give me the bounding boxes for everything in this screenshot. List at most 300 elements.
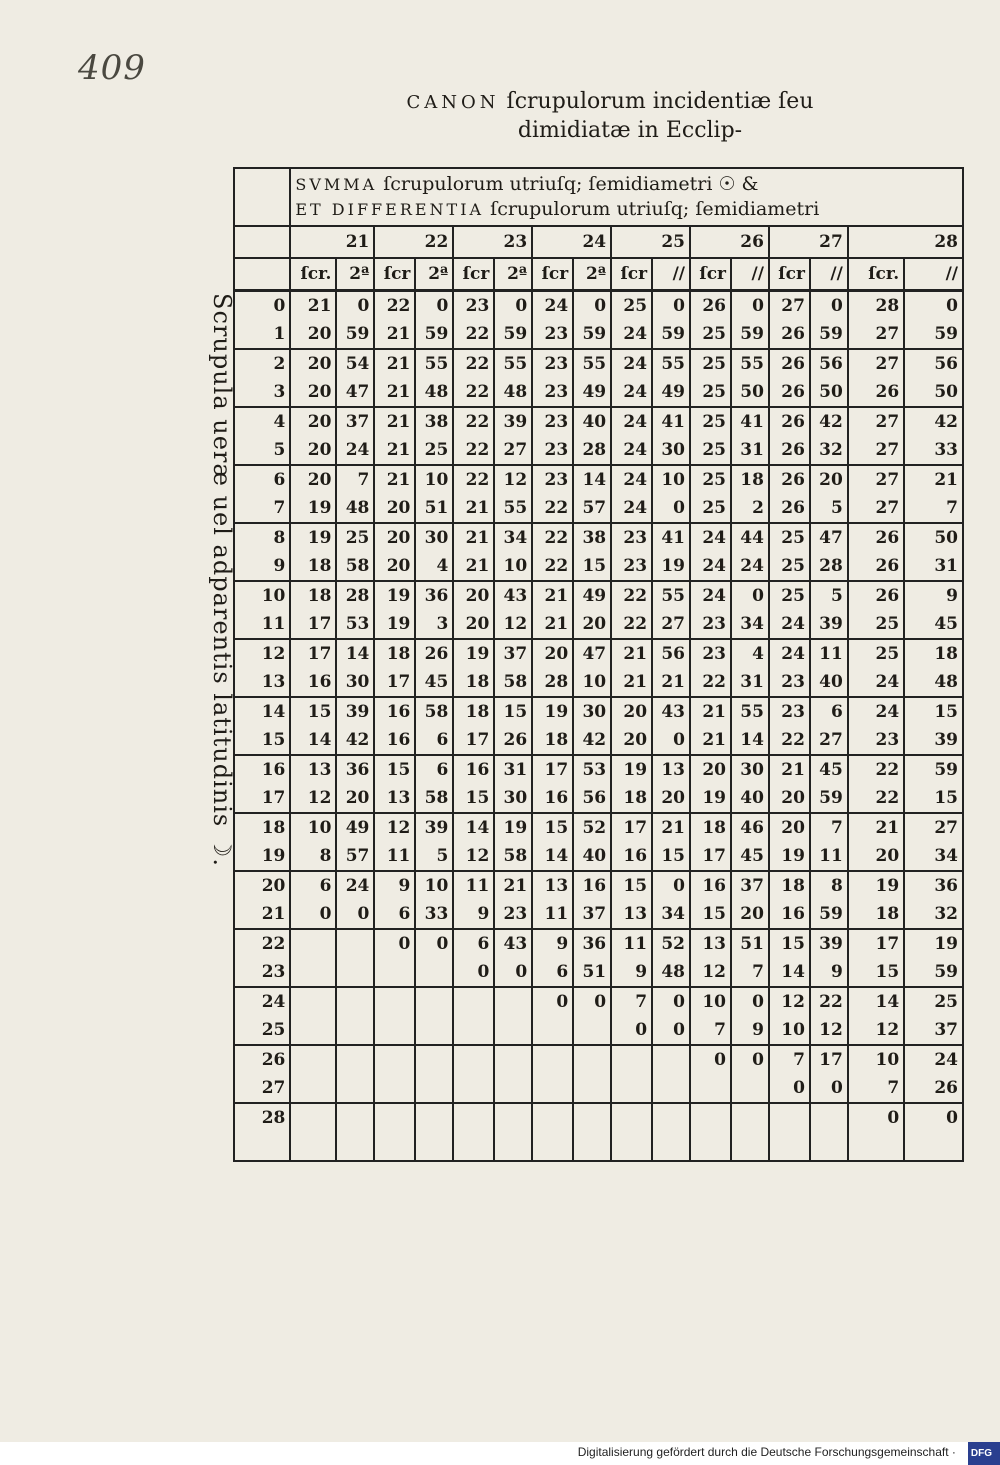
cell-scr: 13	[374, 784, 415, 813]
unit-label: //	[904, 258, 963, 291]
cell-sec: 47	[810, 523, 848, 552]
cell-scr	[453, 987, 494, 1016]
cell-scr: 23	[532, 465, 573, 494]
cell-scr: 9	[611, 958, 652, 987]
cell-sec: 59	[810, 784, 848, 813]
table-row	[234, 929, 963, 958]
cell-scr: 26	[848, 581, 904, 610]
cell-sec: 59	[904, 320, 963, 349]
table-row	[234, 523, 963, 552]
cell-sec	[415, 1132, 453, 1161]
row-index: 3	[234, 378, 290, 407]
cell-scr: 15	[769, 929, 810, 958]
cell-sec: 0	[573, 987, 611, 1016]
cell-sec: 9	[810, 958, 848, 987]
cell-scr: 22	[769, 726, 810, 755]
cell-scr: 23	[611, 523, 652, 552]
cell-scr: 7	[769, 1045, 810, 1074]
cell-sec	[415, 958, 453, 987]
unit-label: 2ª	[336, 258, 374, 291]
row-index: 24	[234, 987, 290, 1016]
cell-sec: 13	[652, 755, 690, 784]
cell-sec: 34	[652, 900, 690, 929]
cell-scr: 20	[453, 581, 494, 610]
cell-sec: 22	[810, 987, 848, 1016]
unit-label: ſcr	[690, 258, 731, 291]
cell-sec: 58	[494, 842, 532, 871]
cell-scr	[532, 1016, 573, 1045]
cell-sec: 56	[904, 349, 963, 378]
cell-scr: 24	[690, 552, 731, 581]
cell-sec: 48	[336, 494, 374, 523]
cell-sec: 59	[573, 320, 611, 349]
cell-scr: 25	[769, 523, 810, 552]
cell-sec: 15	[904, 697, 963, 726]
column-number-21: 21	[290, 226, 374, 258]
cell-sec: 0	[810, 1074, 848, 1103]
table-row	[234, 1103, 963, 1132]
cell-sec	[494, 987, 532, 1016]
row-index: 20	[234, 871, 290, 900]
cell-sec: 9	[731, 1016, 769, 1045]
cell-scr: 21	[769, 755, 810, 784]
cell-sec: 40	[810, 668, 848, 697]
table-row	[234, 842, 963, 871]
cell-sec: 24	[336, 436, 374, 465]
cell-scr: 15	[848, 958, 904, 987]
cell-sec: 2	[731, 494, 769, 523]
cell-sec: 55	[652, 581, 690, 610]
cell-scr: 21	[374, 378, 415, 407]
cell-scr: 25	[690, 349, 731, 378]
table-row	[234, 813, 963, 842]
cell-scr: 11	[611, 929, 652, 958]
unit-label: ſcr.	[290, 258, 336, 291]
unit-label: ſcr	[532, 258, 573, 291]
cell-sec	[573, 1045, 611, 1074]
cell-sec: 42	[573, 726, 611, 755]
table-row	[234, 1045, 963, 1074]
cell-scr: 24	[769, 610, 810, 639]
digitization-footer	[0, 1442, 1000, 1463]
cell-sec	[731, 1132, 769, 1161]
cell-sec: 39	[336, 697, 374, 726]
cell-scr: 12	[374, 813, 415, 842]
cell-sec: 31	[731, 436, 769, 465]
cell-scr: 13	[532, 871, 573, 900]
cell-scr: 24	[690, 523, 731, 552]
cell-scr: 26	[848, 378, 904, 407]
cell-scr: 17	[848, 929, 904, 958]
cell-sec: 48	[652, 958, 690, 987]
cell-scr	[848, 1132, 904, 1161]
cell-sec	[336, 1045, 374, 1074]
cell-scr: 10	[690, 987, 731, 1016]
cell-scr: 21	[290, 291, 336, 321]
unit-label: ſcr.	[848, 258, 904, 291]
cell-scr: 22	[848, 755, 904, 784]
cell-scr	[374, 1132, 415, 1161]
cell-scr: 22	[532, 523, 573, 552]
cell-scr: 9	[374, 871, 415, 900]
cell-sec	[573, 1016, 611, 1045]
row-index: 6	[234, 465, 290, 494]
cell-scr	[532, 1132, 573, 1161]
cell-sec: 26	[904, 1074, 963, 1103]
row-index: 5	[234, 436, 290, 465]
cell-sec: 43	[494, 929, 532, 958]
cell-sec: 59	[415, 320, 453, 349]
cell-sec	[652, 1045, 690, 1074]
cell-scr: 15	[532, 813, 573, 842]
page-heading	[300, 88, 920, 145]
column-number-28: 28	[848, 226, 963, 258]
cell-sec: 15	[904, 784, 963, 813]
cell-sec	[336, 1103, 374, 1132]
cell-scr: 19	[769, 842, 810, 871]
row-index: 14	[234, 697, 290, 726]
cell-scr: 27	[848, 436, 904, 465]
cell-sec: 49	[573, 581, 611, 610]
cell-sec: 26	[494, 726, 532, 755]
cell-scr: 6	[374, 900, 415, 929]
row-index: 13	[234, 668, 290, 697]
cell-sec: 57	[336, 842, 374, 871]
cell-sec: 40	[573, 407, 611, 436]
cell-scr: 20	[690, 755, 731, 784]
cell-scr: 20	[290, 349, 336, 378]
cell-scr: 22	[611, 610, 652, 639]
cell-sec: 0	[573, 291, 611, 321]
row-index: 12	[234, 639, 290, 668]
row-index: 1	[234, 320, 290, 349]
cell-scr: 22	[532, 552, 573, 581]
cell-sec: 0	[415, 929, 453, 958]
cell-scr: 19	[690, 784, 731, 813]
cell-sec: 41	[652, 523, 690, 552]
cell-scr	[290, 1045, 336, 1074]
cell-scr: 16	[769, 900, 810, 929]
row-index: 28	[234, 1103, 290, 1132]
cell-scr: 13	[690, 929, 731, 958]
cell-sec: 20	[810, 465, 848, 494]
cell-sec	[573, 1132, 611, 1161]
heading-caps: CANON	[406, 92, 500, 113]
row-index: 8	[234, 523, 290, 552]
cell-sec: 49	[652, 378, 690, 407]
cell-sec: 21	[652, 813, 690, 842]
cell-sec: 45	[731, 842, 769, 871]
cell-sec: 0	[652, 987, 690, 1016]
cell-scr: 21	[374, 436, 415, 465]
cell-sec: 5	[810, 581, 848, 610]
cell-sec: 28	[810, 552, 848, 581]
cell-scr: 24	[769, 639, 810, 668]
cell-scr: 18	[532, 726, 573, 755]
cell-sec: 24	[731, 552, 769, 581]
cell-scr: 21	[374, 465, 415, 494]
cell-scr: 11	[532, 900, 573, 929]
cell-sec	[494, 1074, 532, 1103]
cell-sec: 5	[415, 842, 453, 871]
cell-scr	[453, 1045, 494, 1074]
cell-scr: 24	[611, 320, 652, 349]
cell-scr: 11	[374, 842, 415, 871]
cell-scr: 25	[690, 494, 731, 523]
cell-sec	[731, 1074, 769, 1103]
cell-sec: 27	[904, 813, 963, 842]
cell-sec: 38	[573, 523, 611, 552]
table-row	[234, 668, 963, 697]
cell-sec: 0	[904, 1103, 963, 1132]
cell-sec: 56	[652, 639, 690, 668]
cell-sec: 30	[415, 523, 453, 552]
cell-scr: 15	[453, 784, 494, 813]
cell-sec: 33	[415, 900, 453, 929]
cell-scr	[290, 1016, 336, 1045]
cell-scr: 16	[374, 697, 415, 726]
cell-scr	[290, 958, 336, 987]
cell-scr: 21	[453, 494, 494, 523]
cell-sec: 18	[731, 465, 769, 494]
cell-sec: 59	[652, 320, 690, 349]
row-index: 27	[234, 1074, 290, 1103]
cell-scr: 6	[532, 958, 573, 987]
cell-scr: 18	[690, 813, 731, 842]
cell-scr: 22	[453, 378, 494, 407]
cell-sec	[415, 987, 453, 1016]
cell-scr: 21	[453, 523, 494, 552]
row-index	[234, 1132, 290, 1161]
cell-sec: 30	[494, 784, 532, 813]
cell-sec: 7	[731, 958, 769, 987]
table-row	[234, 581, 963, 610]
cell-scr: 15	[690, 900, 731, 929]
row-index: 17	[234, 784, 290, 813]
unit-label: 2ª	[573, 258, 611, 291]
cell-sec: 59	[904, 755, 963, 784]
cell-sec: 46	[731, 813, 769, 842]
cell-scr: 20	[290, 407, 336, 436]
cell-scr: 16	[532, 784, 573, 813]
cell-scr: 22	[453, 349, 494, 378]
cell-scr: 15	[611, 871, 652, 900]
table-row	[234, 1016, 963, 1045]
cell-sec: 55	[415, 349, 453, 378]
cell-sec: 0	[810, 291, 848, 321]
cell-sec: 4	[731, 639, 769, 668]
cell-scr: 26	[769, 407, 810, 436]
cell-sec	[573, 1074, 611, 1103]
cell-scr: 21	[374, 349, 415, 378]
cell-sec	[415, 1016, 453, 1045]
cell-sec: 59	[810, 900, 848, 929]
cell-sec: 37	[336, 407, 374, 436]
cell-sec: 37	[904, 1016, 963, 1045]
cell-sec: 50	[904, 523, 963, 552]
cell-sec: 26	[415, 639, 453, 668]
cell-scr: 22	[690, 668, 731, 697]
cell-sec: 59	[494, 320, 532, 349]
cell-scr: 17	[290, 610, 336, 639]
cell-scr: 22	[532, 494, 573, 523]
cell-sec: 32	[810, 436, 848, 465]
row-index: 10	[234, 581, 290, 610]
cell-sec: 7	[904, 494, 963, 523]
cell-sec	[336, 987, 374, 1016]
cell-sec: 12	[810, 1016, 848, 1045]
side-label: Scrupula ueræ uel adparentis latitudinis ☽.	[208, 293, 236, 867]
cell-scr	[374, 958, 415, 987]
row-index: 7	[234, 494, 290, 523]
cell-scr: 18	[453, 668, 494, 697]
cell-sec: 0	[652, 494, 690, 523]
cell-scr: 26	[848, 552, 904, 581]
cell-scr	[453, 1132, 494, 1161]
table-title-row	[234, 168, 963, 226]
cell-sec: 56	[573, 784, 611, 813]
cell-scr: 21	[690, 726, 731, 755]
cell-sec: 39	[494, 407, 532, 436]
cell-sec	[336, 929, 374, 958]
cell-scr: 24	[690, 581, 731, 610]
folio-number: 409	[78, 48, 146, 88]
column-number-23: 23	[453, 226, 532, 258]
cell-scr: 25	[848, 610, 904, 639]
cell-sec: 49	[573, 378, 611, 407]
cell-sec: 40	[731, 784, 769, 813]
cell-sec: 40	[573, 842, 611, 871]
cell-sec	[494, 1016, 532, 1045]
row-index: 4	[234, 407, 290, 436]
cell-scr: 18	[290, 581, 336, 610]
cell-sec: 55	[494, 349, 532, 378]
cell-sec: 25	[904, 987, 963, 1016]
cell-scr	[374, 1074, 415, 1103]
row-index: 26	[234, 1045, 290, 1074]
cell-sec: 39	[904, 726, 963, 755]
cell-scr: 26	[690, 291, 731, 321]
cell-sec: 10	[415, 871, 453, 900]
cell-scr: 9	[532, 929, 573, 958]
cell-sec: 32	[904, 900, 963, 929]
table-row	[234, 407, 963, 436]
cell-sec: 59	[904, 958, 963, 987]
cell-sec	[494, 1045, 532, 1074]
cell-sec: 31	[904, 552, 963, 581]
cell-sec: 53	[336, 610, 374, 639]
cell-scr	[290, 1132, 336, 1161]
cell-scr: 26	[848, 523, 904, 552]
cell-sec	[652, 1074, 690, 1103]
cell-sec: 15	[573, 552, 611, 581]
cell-scr: 26	[769, 349, 810, 378]
table-row	[234, 726, 963, 755]
cell-scr: 23	[532, 378, 573, 407]
cell-scr: 19	[290, 494, 336, 523]
cell-scr: 7	[848, 1074, 904, 1103]
cell-sec: 53	[573, 755, 611, 784]
cell-scr: 23	[690, 639, 731, 668]
cell-sec: 27	[810, 726, 848, 755]
cell-scr: 17	[290, 639, 336, 668]
cell-scr: 11	[453, 871, 494, 900]
cell-scr: 27	[848, 320, 904, 349]
cell-sec: 39	[810, 610, 848, 639]
cell-sec: 50	[731, 378, 769, 407]
cell-sec	[810, 1103, 848, 1132]
cell-scr: 19	[848, 871, 904, 900]
cell-scr: 8	[290, 842, 336, 871]
cell-sec: 11	[810, 842, 848, 871]
cell-sec: 33	[904, 436, 963, 465]
cell-scr: 12	[690, 958, 731, 987]
cell-scr: 0	[290, 900, 336, 929]
cell-scr: 20	[611, 726, 652, 755]
cell-sec	[336, 1074, 374, 1103]
cell-scr: 17	[690, 842, 731, 871]
cell-sec: 43	[494, 581, 532, 610]
cell-scr: 24	[611, 465, 652, 494]
cell-sec: 37	[573, 900, 611, 929]
row-index: 0	[234, 291, 290, 321]
cell-scr: 16	[690, 871, 731, 900]
cell-sec: 24	[336, 871, 374, 900]
cell-scr	[374, 1016, 415, 1045]
table-row	[234, 610, 963, 639]
cell-sec: 0	[731, 1045, 769, 1074]
cell-sec: 14	[336, 639, 374, 668]
column-number-27: 27	[769, 226, 848, 258]
cell-scr: 16	[290, 668, 336, 697]
cell-sec: 37	[731, 871, 769, 900]
cell-sec: 34	[731, 610, 769, 639]
cell-sec: 47	[573, 639, 611, 668]
dfg-logo: DFG	[968, 1442, 1000, 1465]
cell-sec: 0	[336, 291, 374, 321]
cell-scr: 20	[374, 552, 415, 581]
cell-scr: 20	[290, 465, 336, 494]
table-row	[234, 639, 963, 668]
cell-sec: 30	[652, 436, 690, 465]
cell-sec: 36	[415, 581, 453, 610]
cell-scr: 24	[848, 697, 904, 726]
cell-scr: 18	[374, 639, 415, 668]
cell-scr: 12	[848, 1016, 904, 1045]
cell-sec: 0	[731, 581, 769, 610]
row-index: 21	[234, 900, 290, 929]
column-units-row	[234, 258, 963, 291]
row-index: 25	[234, 1016, 290, 1045]
cell-scr: 26	[769, 465, 810, 494]
unit-label: //	[810, 258, 848, 291]
row-index: 15	[234, 726, 290, 755]
cell-scr: 25	[690, 320, 731, 349]
cell-sec: 8	[810, 871, 848, 900]
table-row	[234, 465, 963, 494]
cell-scr	[769, 1132, 810, 1161]
cell-scr	[690, 1132, 731, 1161]
cell-scr	[453, 1074, 494, 1103]
cell-scr: 22	[374, 291, 415, 321]
cell-scr: 0	[769, 1074, 810, 1103]
cell-scr: 10	[769, 1016, 810, 1045]
row-index: 18	[234, 813, 290, 842]
cell-sec: 55	[731, 697, 769, 726]
cell-sec: 10	[494, 552, 532, 581]
cell-scr: 20	[374, 523, 415, 552]
cell-scr	[611, 1132, 652, 1161]
